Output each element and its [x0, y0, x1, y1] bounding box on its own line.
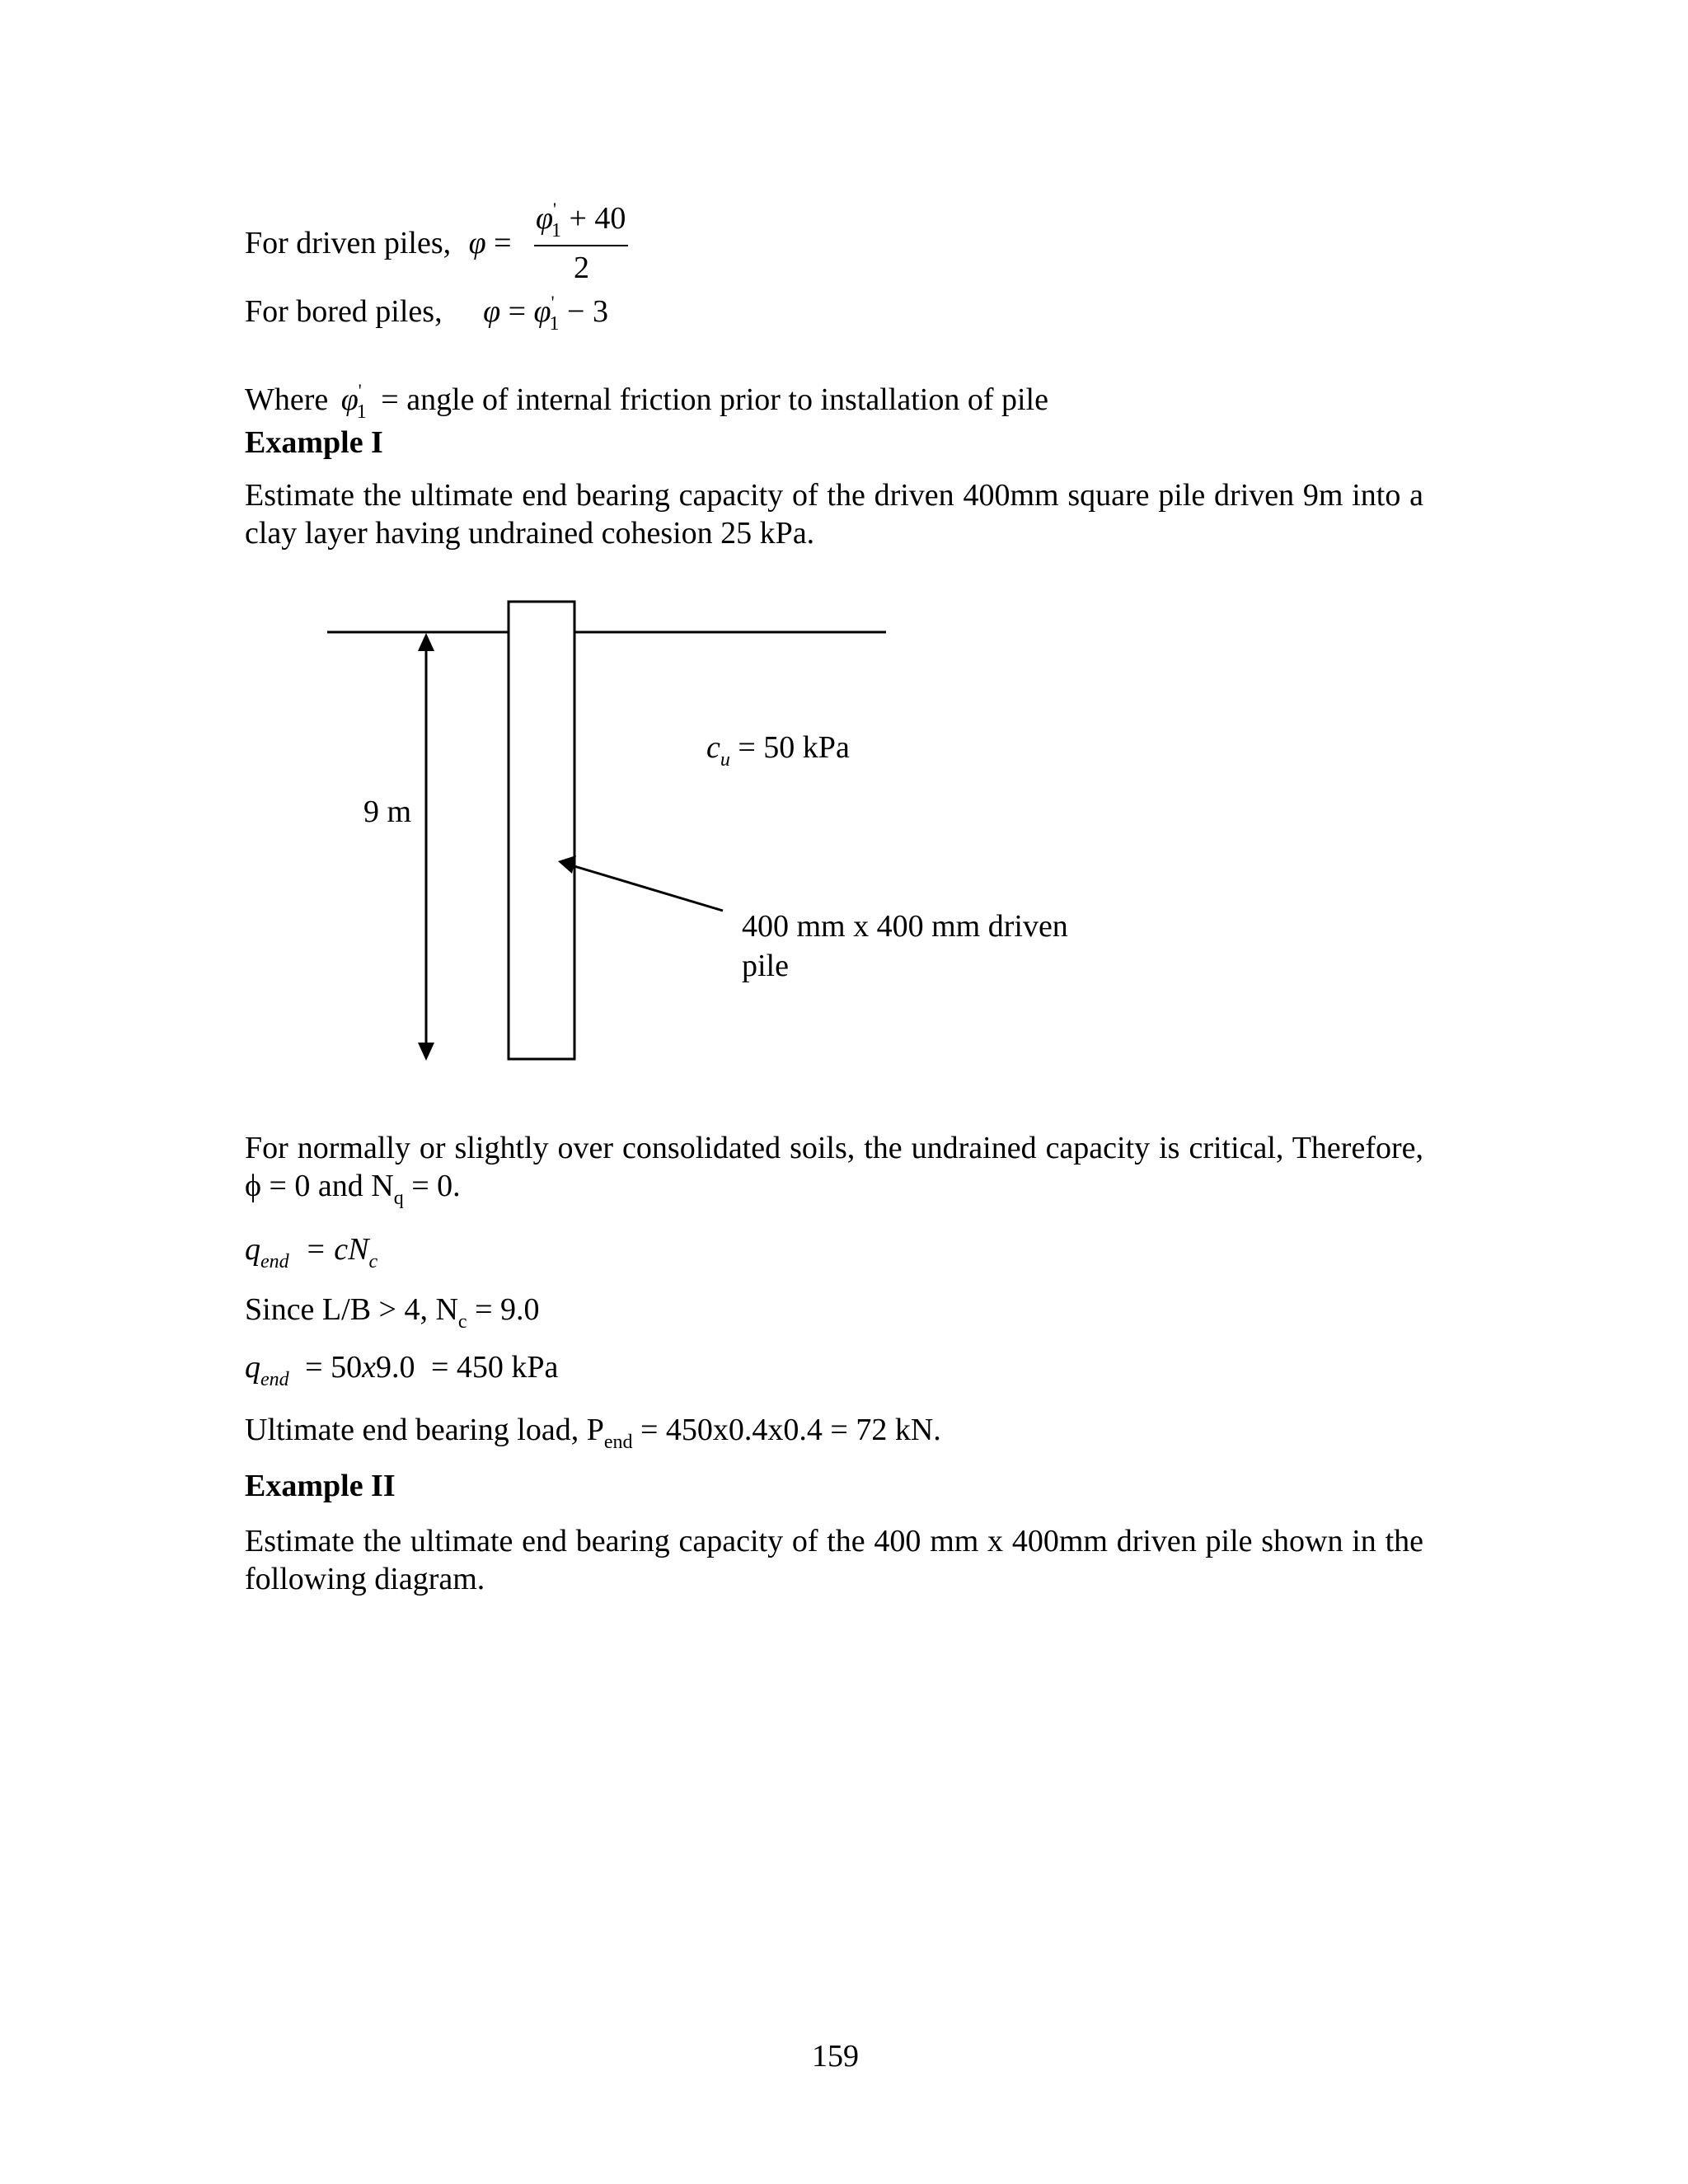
- undrained-cohesion-label: $c_u = 50$ kPa: [706, 730, 850, 771]
- pile-leader-line: [569, 865, 723, 911]
- bored-piles-formula: For bored piles, $\varphi = \varphi'_1 - 3$: [245, 292, 608, 335]
- solution-paragraph: For normally or slightly over consolidated soils, the undrained capacity is critical, Therefore, ϕ = 0 and $N_q = 0$.: [245, 1131, 1423, 1209]
- depth-label: 9 m: [363, 794, 412, 829]
- pile-label-line2: pile: [742, 949, 789, 983]
- pile-label-line1: 400 mm x 400 mm driven: [742, 909, 1068, 944]
- example-1-heading: Example I: [245, 425, 383, 460]
- example-2-problem: Estimate the ultimate end bearing capacity of the 400 mm x 400mm driven pile shown in the following diagram.: [245, 1524, 1423, 1596]
- example-2-heading: Example II: [245, 1469, 396, 1503]
- page-number: 159: [812, 2039, 859, 2074]
- since-statement: Since L/B > 4, $N_c = 9.0$: [245, 1292, 540, 1333]
- depth-arrow-bottom: [418, 1043, 434, 1061]
- q-end-formula: $q_{end} = cN_c$: [245, 1232, 378, 1272]
- driven-piles-label: For driven piles, φ =: [245, 226, 512, 260]
- depth-arrow-top: [418, 633, 434, 651]
- driven-denominator: 2: [574, 251, 589, 285]
- example-1-problem: Estimate the ultimate end bearing capacity of the driven 400mm square pile driven 9m into a clay layer having undrained cohesion 25 kPa.: [245, 478, 1423, 551]
- where-definition: Where $\varphi'_1$ = angle of internal friction prior to installation of pile: [245, 380, 1048, 423]
- ultimate-load-statement: Ultimate end bearing load, $P_{end} = 450x0.4x0.4 = 72$ kN.: [245, 1413, 941, 1453]
- driven-numerator: $\varphi'_1 + 40$: [536, 199, 626, 241]
- q-end-calculation: $q_{end} = 50x9.0 = 450$ kPa: [245, 1350, 559, 1390]
- pile-rectangle: [509, 602, 574, 1059]
